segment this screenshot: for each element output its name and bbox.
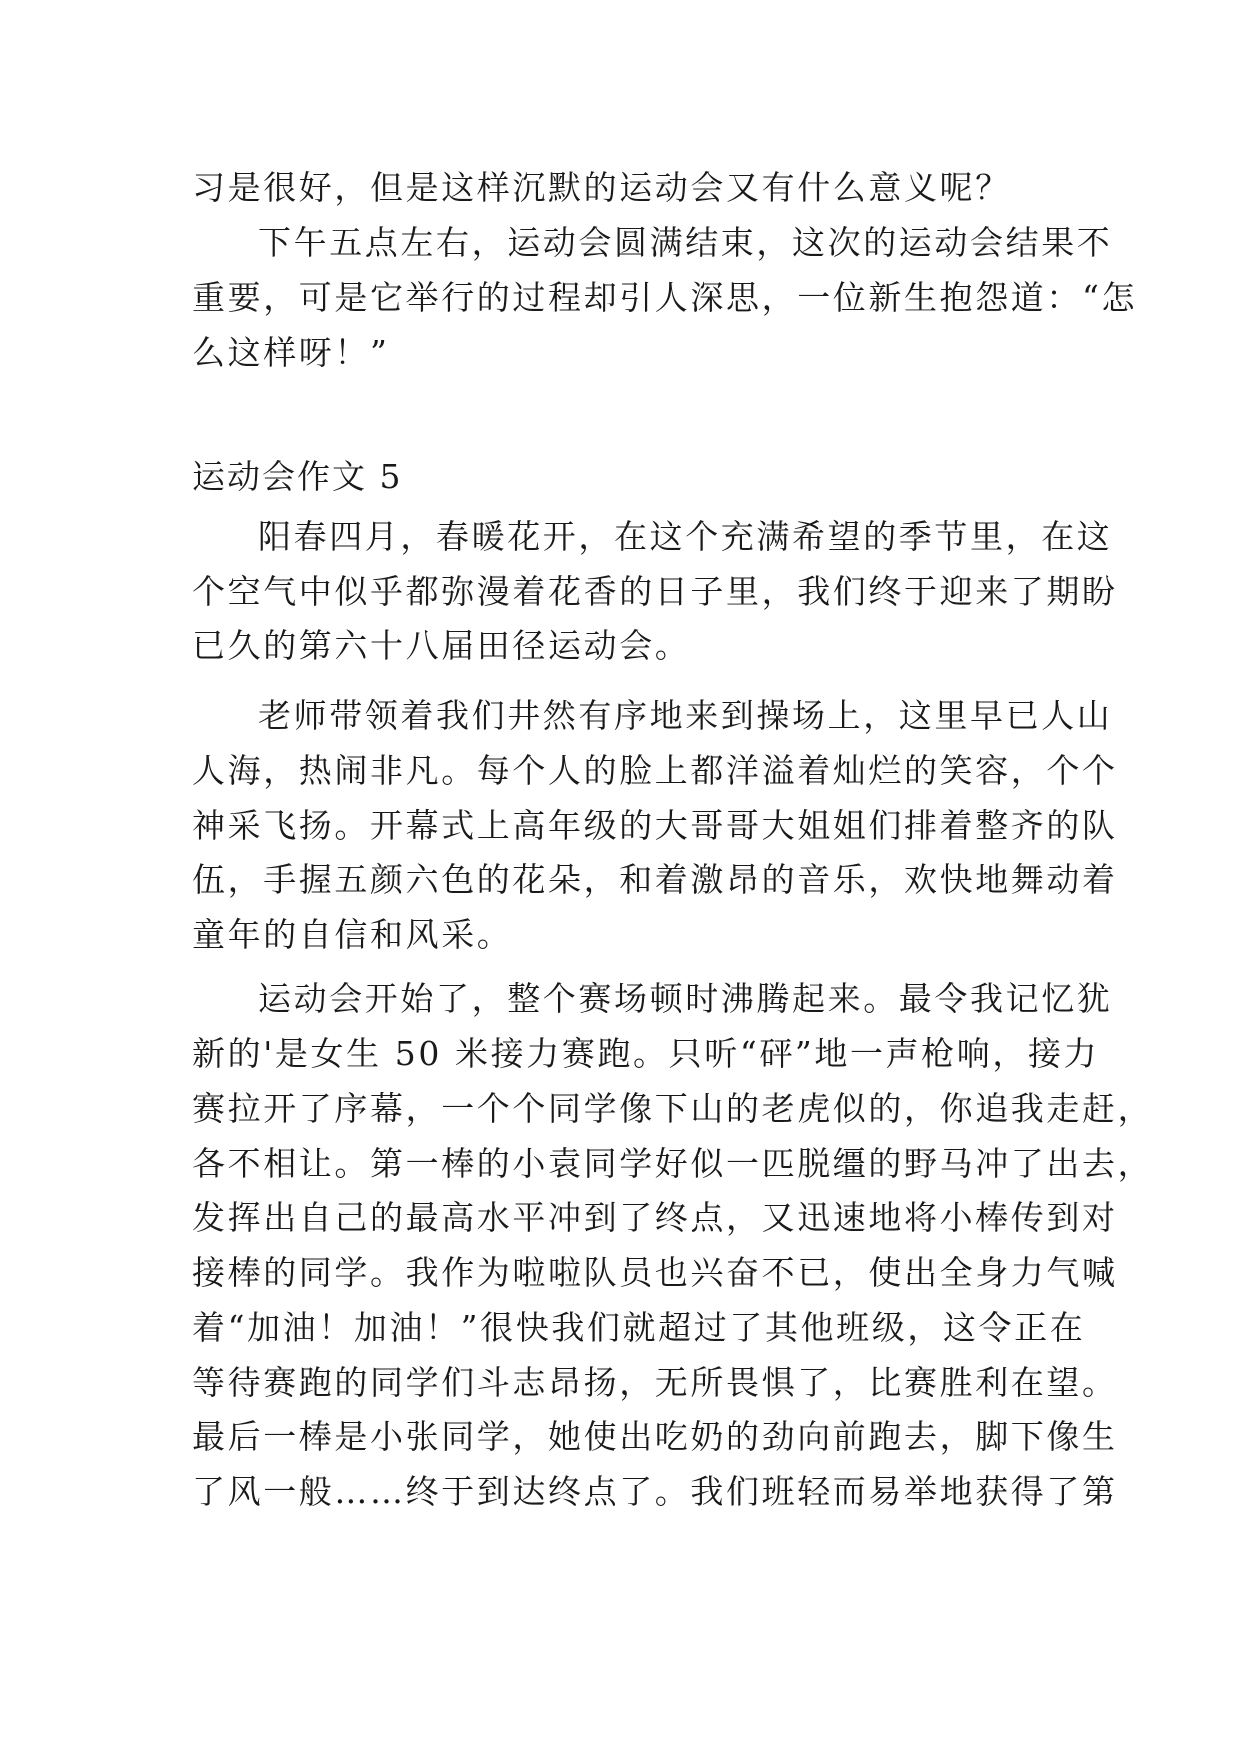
text-line: 重要，可是它举行的过程却引人深思，一位新生抱怨道：“怎 <box>192 278 1138 317</box>
text-line: 习是很好，但是这样沉默的运动会又有什么意义呢？ <box>192 168 1011 207</box>
text-line: 已久的第六十八届田径运动会。 <box>192 626 691 665</box>
paragraph-first-line: 运动会开始了，整个赛场顿时沸腾起来。最令我记忆犹 <box>258 979 1113 1018</box>
paragraph-first-line: 阳春四月，春暖花开，在这个充满希望的季节里，在这 <box>258 517 1113 556</box>
text-line: 赛拉开了序幕，一个个同学像下山的老虎似的，你追我走赶， <box>192 1089 1154 1128</box>
text-line: 人海，热闹非凡。每个人的脸上都洋溢着灿烂的笑容，个个 <box>192 751 1118 790</box>
text-line: 伍，手握五颜六色的花朵，和着激昂的音乐，欢快地舞动着 <box>192 860 1118 899</box>
text-line: 等待赛跑的同学们斗志昂扬，无所畏惧了，比赛胜利在望。 <box>192 1363 1118 1402</box>
text-line: 么这样呀！” <box>192 333 390 372</box>
text-line: 个空气中似乎都弥漫着花香的日子里，我们终于迎来了期盼 <box>192 572 1118 611</box>
text-line: 新的'是女生 50 米接力赛跑。只听“砰”地一声枪响，接力 <box>192 1034 1100 1073</box>
paragraph-first-line: 下午五点左右，运动会圆满结束，这次的运动会结果不 <box>258 223 1113 262</box>
text-line: 各不相让。第一棒的小袁同学好似一匹脱缰的野马冲了出去， <box>192 1144 1154 1183</box>
text-line: 了风一般……终于到达终点了。我们班轻而易举地获得了第 <box>192 1472 1118 1511</box>
text-line: 接棒的同学。我作为啦啦队员也兴奋不已，使出全身力气喊 <box>192 1253 1118 1292</box>
section-heading: 运动会作文 5 <box>192 457 403 496</box>
text-line: 神采飞扬。开幕式上高年级的大哥哥大姐姐们排着整齐的队 <box>192 806 1118 845</box>
paragraph-first-line: 老师带领着我们井然有序地来到操场上，这里早已人山 <box>258 696 1113 735</box>
text-line: 发挥出自己的最高水平冲到了终点，又迅速地将小棒传到对 <box>192 1198 1118 1237</box>
text-line: 童年的自信和风采。 <box>192 915 513 954</box>
text-line: 最后一棒是小张同学，她使出吃奶的劲向前跑去，脚下像生 <box>192 1417 1118 1456</box>
text-line: 着“加油！加油！”很快我们就超过了其他班级，这令正在 <box>192 1308 1086 1347</box>
